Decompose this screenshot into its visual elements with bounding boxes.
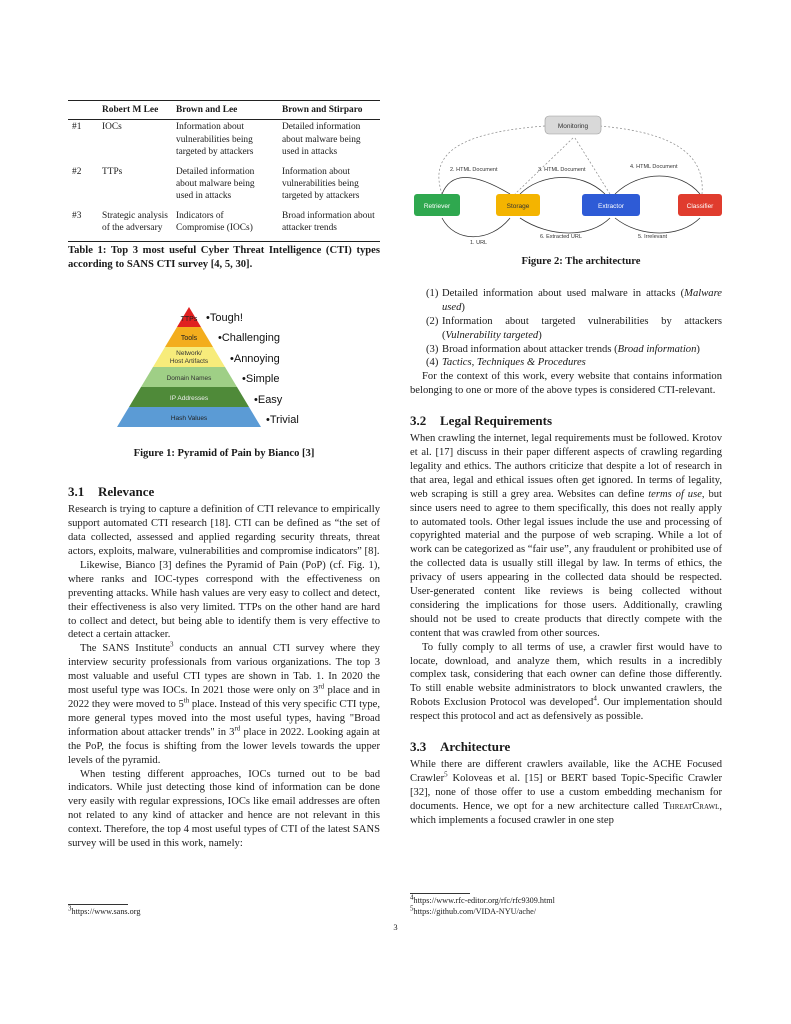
- text-run: Koloveas et al. [15] or BERT based Topic-Specific Crawler [32], none of those offer to use a custom embedding mechanism for documents. Hence, we opt for a new architecture called: [410, 772, 722, 812]
- architecture-caption: Figure 2: The architecture: [521, 256, 641, 267]
- architecture-paragraph-1: [410, 758, 722, 828]
- section-title: Architecture: [440, 739, 511, 755]
- pyramid-label-domain: Domain Names: [166, 375, 212, 383]
- text-run: place in 2022. Looking again at the PoP, the focus is shifting from the lower levels towards the upper levels of the pyramid.: [68, 726, 380, 766]
- emphasis: terms of use: [648, 488, 702, 500]
- monitoring-link-storage: [515, 138, 573, 194]
- list-item: [410, 343, 722, 357]
- table-header-lee: Robert M Lee: [98, 101, 172, 120]
- edge-label-6: 6. Extracted URL: [540, 234, 582, 240]
- superscript: th: [183, 696, 190, 705]
- architecture-diagram: [410, 108, 722, 258]
- extractor-label: Extractor: [597, 203, 625, 210]
- text-run: , but since users need to agree to them specifically, this does not really apply to automated tools. Other legal issues include the use and processing of copyrighted material and the purpose of web scraping. While a lot of work can be categorized as “fair use”, any fraudulent or prohibited use of the collected data is usually still illegal by law. In terms of ethics, the privacy of users appearing in the collected data should be respected. User-generated content like reviews is being collected without considering the implications for those users. Additionally, crawling should not be used to create products that directly compete with the content that was crawled from other sources.: [410, 488, 723, 639]
- table-cell-brown-lee: Information about vulnerabilities being targeted by attackers: [176, 122, 254, 158]
- table-row: [68, 120, 380, 165]
- small-caps-name: ThreatCrawl: [663, 800, 720, 812]
- table-cell-lee: Strategic analysis of the adversary: [98, 209, 172, 241]
- table-cell-rank: #3: [68, 209, 98, 241]
- table-header-brown-lee: Brown and Lee: [172, 101, 278, 120]
- edge-storage-extractor: [520, 177, 605, 194]
- table-header-brown-stirparo: Brown and Stirparo: [278, 101, 380, 120]
- list-end: ): [696, 343, 700, 355]
- table-row: [68, 209, 380, 241]
- edge-classifier-extractor: [615, 218, 700, 233]
- text-run: While there are different crawlers available, like the ACHE Focused Crawler: [410, 759, 722, 784]
- relevance-paragraph-2: Likewise, Bianco [3] defines the Pyramid of Pain (PoP) (cf. Fig. 1), where ranks and IOC-types correspond with the effectiveness on preventing attacks. While hash values are very easy to collect and detect, their effectiveness is also very limited. TTPs on the other hand are hard to collect and detect, but being able to identify them is very effective to detect a certain attacker.: [68, 559, 380, 641]
- footnote-mark: 3: [170, 640, 174, 649]
- context-paragraph: For the context of this work, every website that contains information belonging to one or more of the above types is considered CTI-relevant.: [410, 371, 722, 397]
- footnote-text: https://github.com/VIDA-NYU/ache/: [413, 907, 537, 916]
- pyramid-caption: Figure 1: Pyramid of Pain by Bianco [3]: [133, 448, 315, 460]
- footnote-mark: 3: [68, 904, 72, 913]
- list-text: Information about targeted vulnerabilities by attackers (: [442, 315, 722, 341]
- legal-paragraph-2: [410, 641, 722, 724]
- cti-types-list: [410, 287, 722, 370]
- section-number: 3.3: [410, 739, 427, 755]
- pyramid-difficulty-network: •Annoying: [230, 353, 280, 366]
- table-cell-brown-stirparo: Detailed information about malware being used in attacks: [282, 122, 361, 158]
- monitoring-label: Monitoring: [557, 123, 589, 130]
- table-cell-brown-stirparo: Broad information about attacker trends: [278, 209, 380, 241]
- edge-label-3: 3. HTML Document: [538, 167, 586, 173]
- monitoring-link-left: [439, 126, 545, 194]
- architecture-figure: [410, 108, 722, 258]
- pyramid-label-ip: IP Addresses: [169, 395, 209, 403]
- footnote-5: [410, 904, 537, 918]
- list-text: Detailed information about used malware in attacks (: [442, 287, 685, 299]
- footnote-mark: 4: [593, 694, 597, 703]
- pyramid-label-host: Host Artifacts: [169, 358, 209, 366]
- edge-extractor-storage: [520, 218, 610, 233]
- text-run: conducts an annual CTI survey where they interview security professionals from various organizations. The top 3 most valuable and useful CTI types are shown in Tab. 1. In 2020 the most useful type was IOCs. In 2021 those were only on 3: [68, 643, 380, 697]
- table-header-rank: [68, 101, 98, 120]
- footnote-mark: 5: [444, 770, 448, 779]
- edge-label-2: 2. HTML Document: [450, 167, 498, 173]
- retriever-label: Retriever: [423, 203, 451, 210]
- footnote-mark: 4: [410, 893, 414, 902]
- section-title: Relevance: [98, 484, 155, 500]
- text-run: , which implements a focused crawler in one step: [410, 800, 722, 826]
- edge-retriever-storage: [442, 177, 510, 194]
- table-cell-brown-stirparo: Information about vulnerabilities being targeted by attackers: [282, 166, 360, 202]
- table-cell-lee: TTPs: [102, 166, 123, 177]
- text-run: To fully comply to all terms of use, a crawler first would have to locate, download, and analyze them, which results in a incredibly complex task, considering that each owner can define those differently. To still enable website administrators to block unwanted crawlers, the Robots Exclusion Protocol was developed: [410, 641, 722, 709]
- pyramid-difficulty-ttps: •Tough!: [206, 312, 243, 325]
- table-cell-lee: IOCs: [102, 122, 122, 133]
- superscript: rd: [318, 682, 325, 691]
- pyramid-difficulty-hash: •Trivial: [266, 414, 299, 427]
- pyramid-difficulty-tools: •Challenging: [218, 332, 280, 345]
- table-cell-brown-lee: Indicators of Compromise (IOCs): [172, 209, 278, 241]
- relevance-paragraph-1: Research is trying to capture a definition of CTI relevance to empirically support automated CTI research [18]. CTI can be defined as “the set of data collected, assessed and applied regarding security threats, threat actors, exploits, malware, vulnerabilities and compromise indicators” [8].: [68, 504, 380, 557]
- list-number: (4): [426, 357, 439, 369]
- list-item: [410, 287, 722, 315]
- list-item: [410, 315, 722, 343]
- list-end: ): [461, 301, 465, 313]
- pyramid-label-tools: Tools: [180, 335, 198, 343]
- pyramid-label-network: Network/: [176, 350, 202, 358]
- pyramid-label-ttps: TTPs: [180, 316, 198, 324]
- relevance-paragraph-4: When testing different approaches, IOCs turned out to be bad indicators. While just detecting those kind of information can be done very easily with regular expressions, IOCs like email addresses are often not related to any kind of attacker and hence are not relevant in this context. Therefore, the top 4 most useful types of CTI of the latest SANS survey will be used in this work, namely:: [68, 768, 380, 850]
- monitoring-link-right: [600, 126, 702, 194]
- pyramid-label-hash: Hash Values: [170, 415, 208, 423]
- list-item: [410, 356, 722, 370]
- pyramid-figure: [68, 307, 380, 435]
- cti-types-table: [68, 100, 380, 242]
- list-emphasis: Vulnerability targeted: [445, 329, 539, 341]
- edge-label-1: 1. URL: [470, 240, 488, 246]
- list-text: Broad information about attacker trends (: [442, 343, 618, 355]
- footnote-4: [410, 893, 555, 907]
- pyramid-of-pain: [68, 307, 380, 435]
- page-number: 3: [393, 922, 398, 932]
- section-heading-relevance: [68, 485, 380, 499]
- section-heading-architecture: [410, 740, 722, 754]
- footnote-3: [68, 904, 141, 918]
- footnote-rule-right: [410, 893, 470, 894]
- table-cell-rank: #2: [72, 166, 82, 177]
- footnote-rule-left: [68, 904, 128, 905]
- table-cell-brown-lee: Detailed information about malware being used in attacks: [176, 166, 255, 202]
- list-emphasis: Tactics, Techniques & Procedures: [442, 357, 586, 369]
- edge-extractor-classifier: [615, 176, 700, 194]
- text-run: . Our implementation should respect this protocol and act as defensively as possible.: [410, 697, 722, 723]
- footnote-text: https://www.sans.org: [71, 907, 141, 916]
- edge-label-4: 4. HTML Document: [630, 164, 678, 170]
- text-run: When crawling the internet, legal requirements must be followed. Krotov et al. [17] discuss in their paper different aspects of crawling regarding legality and ethics. The authors criticize that despite a lot of research in that area, legal and ethical issues often get ignored. In terms of legality, web scraping is still a grey area. Websites can define: [410, 433, 722, 500]
- edge-storage-retriever: [442, 218, 510, 237]
- pyramid-difficulty-domain: •Simple: [242, 373, 280, 386]
- storage-label: Storage: [506, 203, 530, 210]
- footnote-text: https://www.rfc-editor.org/rfc/rfc9309.html: [413, 896, 555, 905]
- section-heading-legal: [410, 414, 722, 428]
- monitoring-link-extractor: [575, 138, 610, 194]
- list-emphasis: Broad information: [617, 343, 697, 355]
- table-row: [68, 165, 380, 209]
- legal-paragraph-1: [410, 432, 722, 641]
- table-cell-rank: #1: [72, 122, 82, 133]
- table-header-row: [68, 101, 380, 120]
- left-column: [68, 100, 380, 851]
- table-caption: Table 1: Top 3 most useful Cyber Threat Intelligence (CTI) types according to SANS CTI survey [4, 5, 30].: [68, 244, 380, 270]
- section-number: 3.1: [68, 484, 85, 500]
- list-number: (2): [426, 315, 439, 327]
- list-number: (1): [426, 287, 439, 299]
- classifier-label: Classifier: [686, 203, 714, 210]
- text-run: place and in 2022 they were moved to 5: [68, 685, 380, 710]
- footnote-mark: 5: [410, 904, 414, 913]
- list-number: (3): [426, 343, 439, 355]
- text-run: place. Instead of this very specific CTI type, more general types moved into the most useful types, having "Broad information about attacker trends" in 3: [68, 698, 381, 738]
- superscript: rd: [234, 724, 241, 733]
- text-run: The SANS Institute: [80, 643, 171, 655]
- section-number: 3.2: [410, 413, 427, 429]
- right-column: [410, 100, 722, 828]
- section-title: Legal Requirements: [440, 413, 553, 429]
- list-emphasis: Malware used: [442, 287, 722, 313]
- list-end: ): [538, 329, 542, 341]
- edge-label-5: 5. Irrelevant: [638, 234, 668, 240]
- pyramid-difficulty-ip: •Easy: [254, 394, 283, 407]
- relevance-paragraph-3: [68, 642, 380, 767]
